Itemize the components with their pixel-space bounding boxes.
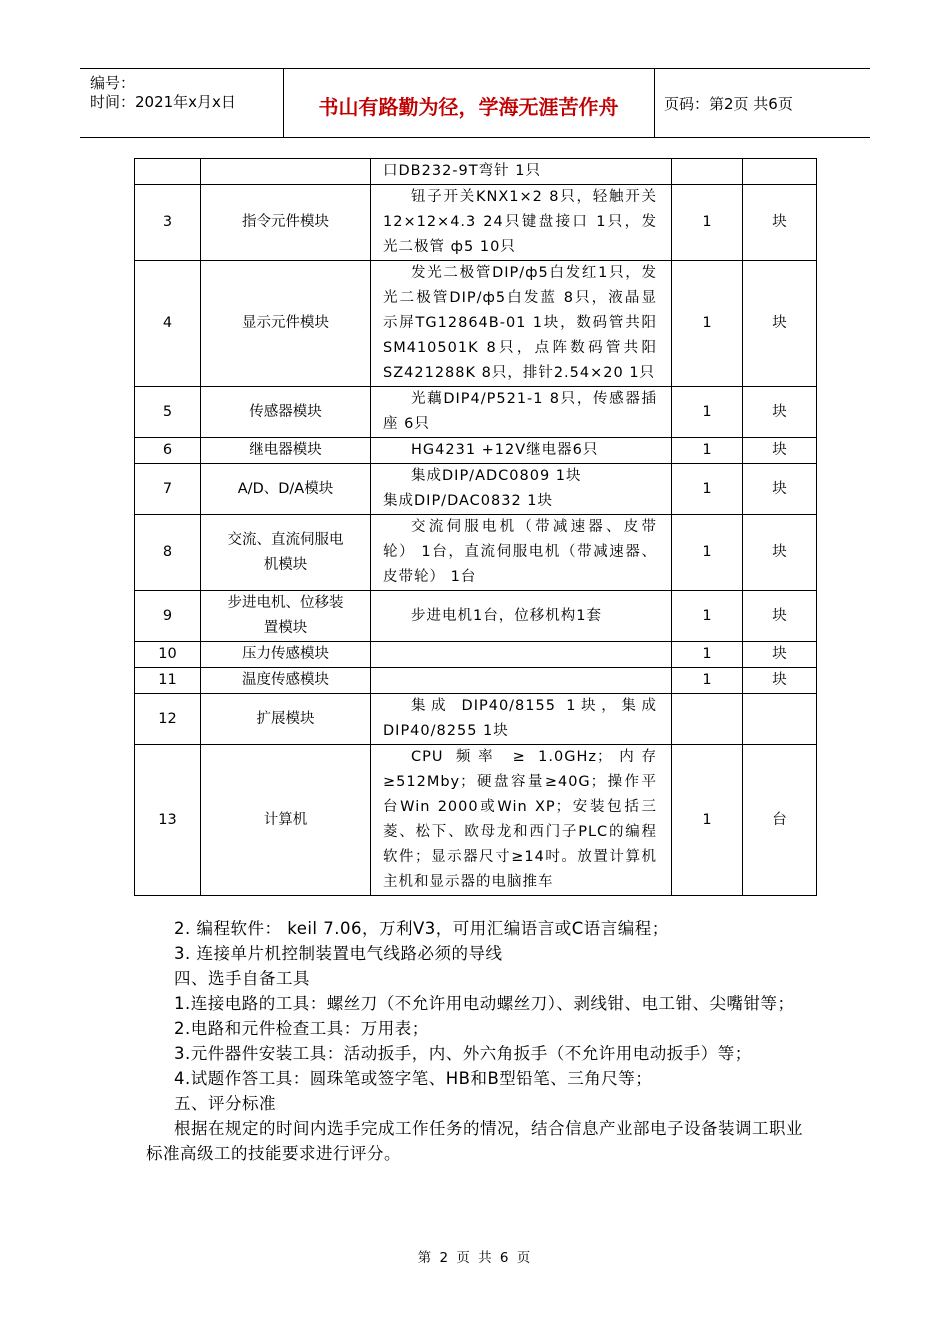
item-spec: 步进电机1台，位移机构1套 (371, 591, 672, 642)
item-spec (371, 642, 672, 668)
item-unit: 块 (743, 387, 817, 438)
item-qty: 1 (672, 387, 743, 438)
item-unit: 台 (743, 745, 817, 896)
item-spec: 交流伺服电机（带减速器、皮带轮） 1台，直流伺服电机（带减速器、皮带轮） 1台 (371, 515, 672, 591)
item-spec (371, 668, 672, 694)
row-number (135, 159, 201, 185)
header-motto: 书山有路勤为径，学海无涯苦作舟 (318, 95, 619, 119)
item-qty: 1 (672, 261, 743, 387)
item-name (201, 159, 371, 185)
item-unit: 块 (743, 438, 817, 464)
item-name: 继电器模块 (201, 438, 371, 464)
item-name: 计算机 (201, 745, 371, 896)
table-row (135, 591, 817, 642)
item-unit (743, 159, 817, 185)
item-spec: 光藕DIP4/P521-1 8只，传感器插座 6只 (371, 387, 672, 438)
table-row (135, 464, 817, 515)
item-qty: 1 (672, 642, 743, 668)
item-spec: 口DB232-9T弯针 1只 (371, 159, 672, 185)
item-name: 扩展模块 (201, 694, 371, 745)
item-name: A/D、D/A模块 (201, 464, 371, 515)
row-number: 5 (135, 387, 201, 438)
item-spec: 钮子开关KNX1×2 8只，轻触开关 12×12×4.3 24只键盘接口 1只，发光二极管 ф5 10只 (371, 185, 672, 261)
row-number: 12 (135, 694, 201, 745)
item-unit (743, 694, 817, 745)
section-heading: 四、选手自备工具 (174, 969, 310, 988)
table-row (135, 185, 817, 261)
paragraph: 2. 编程软件： keil 7.06，万利V3，可用汇编语言或C语言编程； (174, 919, 669, 938)
item-qty: 1 (672, 185, 743, 261)
row-number: 6 (135, 438, 201, 464)
table-row (135, 515, 817, 591)
paragraph: 根据在规定的时间内选手完成工作任务的情况，结合信息产业部电子设备装调工职业标准高级工的技能要求进行评分。 (146, 1119, 803, 1163)
paragraph: 3.元件器件安装工具：活动扳手，内、外六角扳手（不允许用电动扳手）等； (174, 1044, 752, 1063)
item-spec: HG4231 +12V继电器6只 (371, 438, 672, 464)
body-text (146, 916, 806, 1166)
row-number: 4 (135, 261, 201, 387)
row-number: 3 (135, 185, 201, 261)
table-row (135, 694, 817, 745)
page-footer: 第 2 页 共 6 页 (417, 1250, 533, 1266)
item-qty: 1 (672, 591, 743, 642)
item-unit: 块 (743, 591, 817, 642)
row-number: 7 (135, 464, 201, 515)
item-qty: 1 (672, 745, 743, 896)
table-row (135, 387, 817, 438)
item-name: 压力传感模块 (201, 642, 371, 668)
row-number: 8 (135, 515, 201, 591)
item-qty: 1 (672, 438, 743, 464)
doc-number-label: 编号： (90, 74, 136, 92)
equipment-table (134, 158, 817, 896)
page-header (80, 68, 870, 138)
item-unit: 块 (743, 464, 817, 515)
item-qty: 1 (672, 464, 743, 515)
table-row (135, 261, 817, 387)
table-row (135, 642, 817, 668)
item-qty: 1 (672, 515, 743, 591)
item-unit: 块 (743, 185, 817, 261)
item-spec: 集成 DIP40/8155 1块，集成DIP40/8255 1块 (371, 694, 672, 745)
item-unit: 块 (743, 515, 817, 591)
item-name: 温度传感模块 (201, 668, 371, 694)
item-spec: CPU 频率 ≥ 1.0GHz；内存≥512Mby；硬盘容量≥40G；操作平台Win 2000或Win XP；安装包括三菱、松下、欧母龙和西门子PLC的编程软件；显示器尺寸≥14吋。放置计算机主机和显示器的电脑推车 (371, 745, 672, 896)
table-row (135, 438, 817, 464)
item-name: 步进电机、位移装置模块 (201, 591, 371, 642)
item-name: 指令元件模块 (201, 185, 371, 261)
paragraph: 2.电路和元件检查工具：万用表； (174, 1019, 429, 1038)
table-row (135, 745, 817, 896)
item-unit: 块 (743, 642, 817, 668)
section-heading: 五、评分标准 (174, 1094, 276, 1113)
table-row (135, 668, 817, 694)
row-number: 10 (135, 642, 201, 668)
item-name: 显示元件模块 (201, 261, 371, 387)
paragraph: 1.连接电路的工具：螺丝刀（不允许用电动螺丝刀）、剥线钳、电工钳、尖嘴钳等； (174, 994, 795, 1013)
row-number: 13 (135, 745, 201, 896)
item-spec: 集成DIP/ADC0809 1块 集成DIP/DAC0832 1块 (371, 464, 672, 515)
doc-time-label: 时间：2021年x月x日 (90, 93, 236, 111)
item-qty (672, 694, 743, 745)
item-name: 交流、直流伺服电机模块 (201, 515, 371, 591)
header-page-info: 页码：第2页 共6页 (664, 95, 793, 113)
paragraph: 4.试题作答工具：圆珠笔或签字笔、HB和B型铅笔、三角尺等； (174, 1069, 653, 1088)
row-number: 9 (135, 591, 201, 642)
header-divider (654, 69, 655, 137)
item-qty: 1 (672, 668, 743, 694)
item-unit: 块 (743, 261, 817, 387)
item-qty (672, 159, 743, 185)
paragraph: 3. 连接单片机控制装置电气线路必须的导线 (174, 944, 503, 963)
item-unit: 块 (743, 668, 817, 694)
item-spec: 发光二极管DIP/ф5白发红1只，发光二极管DIP/ф5白发蓝 8只，液晶显示屏TG12864B-01 1块，数码管共阳 SM410501K 8只，点阵数码管共阳 SZ421288K 8只，排针2.54×20 1只 (371, 261, 672, 387)
row-number: 11 (135, 668, 201, 694)
table-row (135, 159, 817, 185)
item-name: 传感器模块 (201, 387, 371, 438)
